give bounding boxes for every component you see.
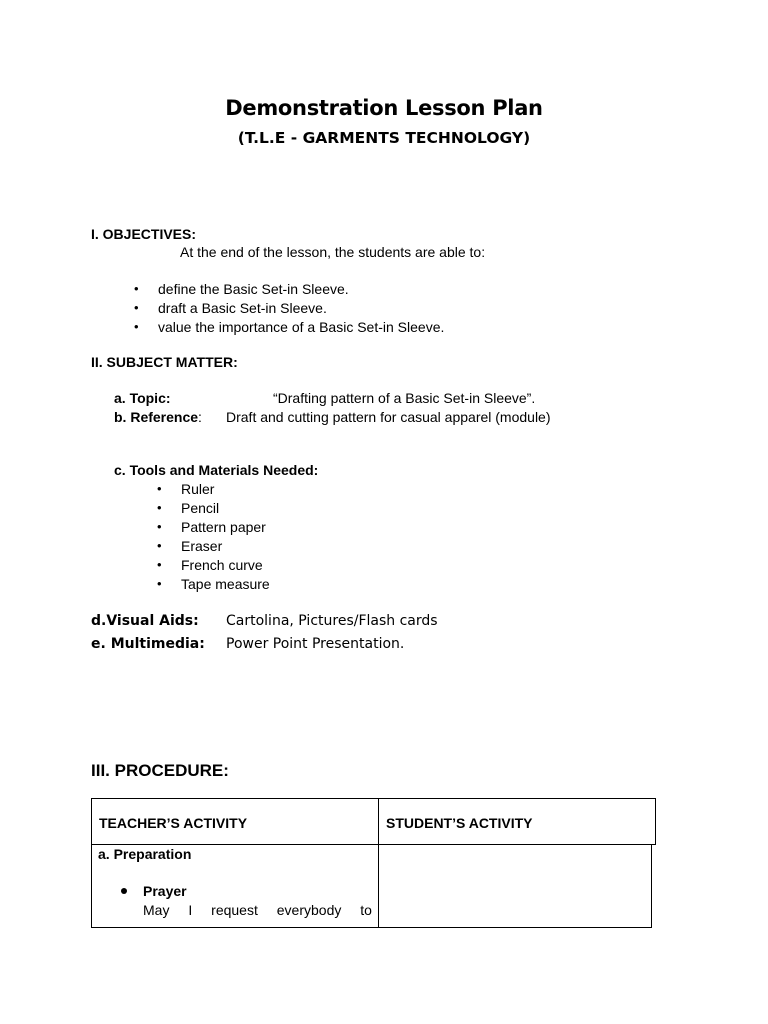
prayer-text: [143, 902, 372, 918]
bullet-icon: •: [157, 481, 162, 496]
topic-label: a. Topic:: [114, 390, 171, 406]
bullet-icon: •: [134, 281, 139, 296]
tool-text: French curve: [181, 557, 263, 573]
bullet-icon: •: [157, 557, 162, 572]
objective-text: value the importance of a Basic Set-in Sleeve.: [158, 319, 445, 335]
bullet-icon: •: [134, 319, 139, 334]
tool-text: Eraser: [181, 538, 223, 554]
multimedia-label: e. Multimedia:: [91, 636, 205, 652]
objective-text: draft a Basic Set-in Sleeve.: [158, 300, 327, 316]
objective-text: define the Basic Set-in Sleeve.: [158, 281, 349, 297]
visual-aids-label: d.Visual Aids:: [91, 613, 199, 629]
bullet-icon: [121, 888, 127, 894]
table-cell-teacher: [91, 844, 379, 928]
reference-value: Draft and cutting pattern for casual apparel (module): [226, 409, 551, 425]
topic-value: “Drafting pattern of a Basic Set-in Sleeve”.: [273, 390, 536, 406]
prayer-word: I: [188, 902, 193, 918]
bullet-icon: •: [157, 500, 162, 515]
reference-row: [114, 409, 202, 427]
tool-text: Ruler: [181, 481, 215, 497]
tools-label: c. Tools and Materials Needed:: [114, 462, 319, 478]
subject-matter-heading: II. SUBJECT MATTER:: [91, 354, 238, 370]
table-header-teacher: [91, 798, 379, 845]
tool-text: Pattern paper: [181, 519, 266, 535]
procedure-heading: III. PROCEDURE:: [91, 761, 229, 780]
prayer-word: request: [211, 902, 258, 918]
table-header-student: [378, 798, 656, 845]
prayer-word: May: [143, 902, 170, 918]
student-activity-header: STUDENT’S ACTIVITY: [386, 815, 533, 831]
page-title: Demonstration Lesson Plan: [225, 96, 543, 120]
preparation-label: a. Preparation: [98, 846, 192, 862]
visual-aids-value: Cartolina, Pictures/Flash cards: [226, 613, 438, 629]
reference-label: b. Reference: [114, 409, 199, 425]
tool-text: Tape measure: [181, 576, 270, 592]
teacher-activity-header: TEACHER’S ACTIVITY: [99, 815, 248, 831]
objectives-heading: I. OBJECTIVES:: [91, 226, 197, 242]
bullet-icon: •: [157, 519, 162, 534]
reference-colon: :: [198, 409, 202, 425]
objectives-intro: At the end of the lesson, the students are able to:: [180, 244, 486, 260]
page-subtitle: (T.L.E - GARMENTS TECHNOLOGY): [237, 129, 531, 147]
table-cell-student: [378, 844, 652, 928]
bullet-icon: •: [134, 300, 139, 315]
tool-text: Pencil: [181, 500, 220, 516]
prayer-word: to: [360, 902, 372, 918]
prayer-word: everybody: [276, 902, 342, 918]
bullet-icon: •: [157, 538, 162, 553]
bullet-icon: •: [157, 576, 162, 591]
multimedia-value: Power Point Presentation.: [226, 636, 405, 652]
prayer-label: Prayer: [143, 883, 187, 899]
